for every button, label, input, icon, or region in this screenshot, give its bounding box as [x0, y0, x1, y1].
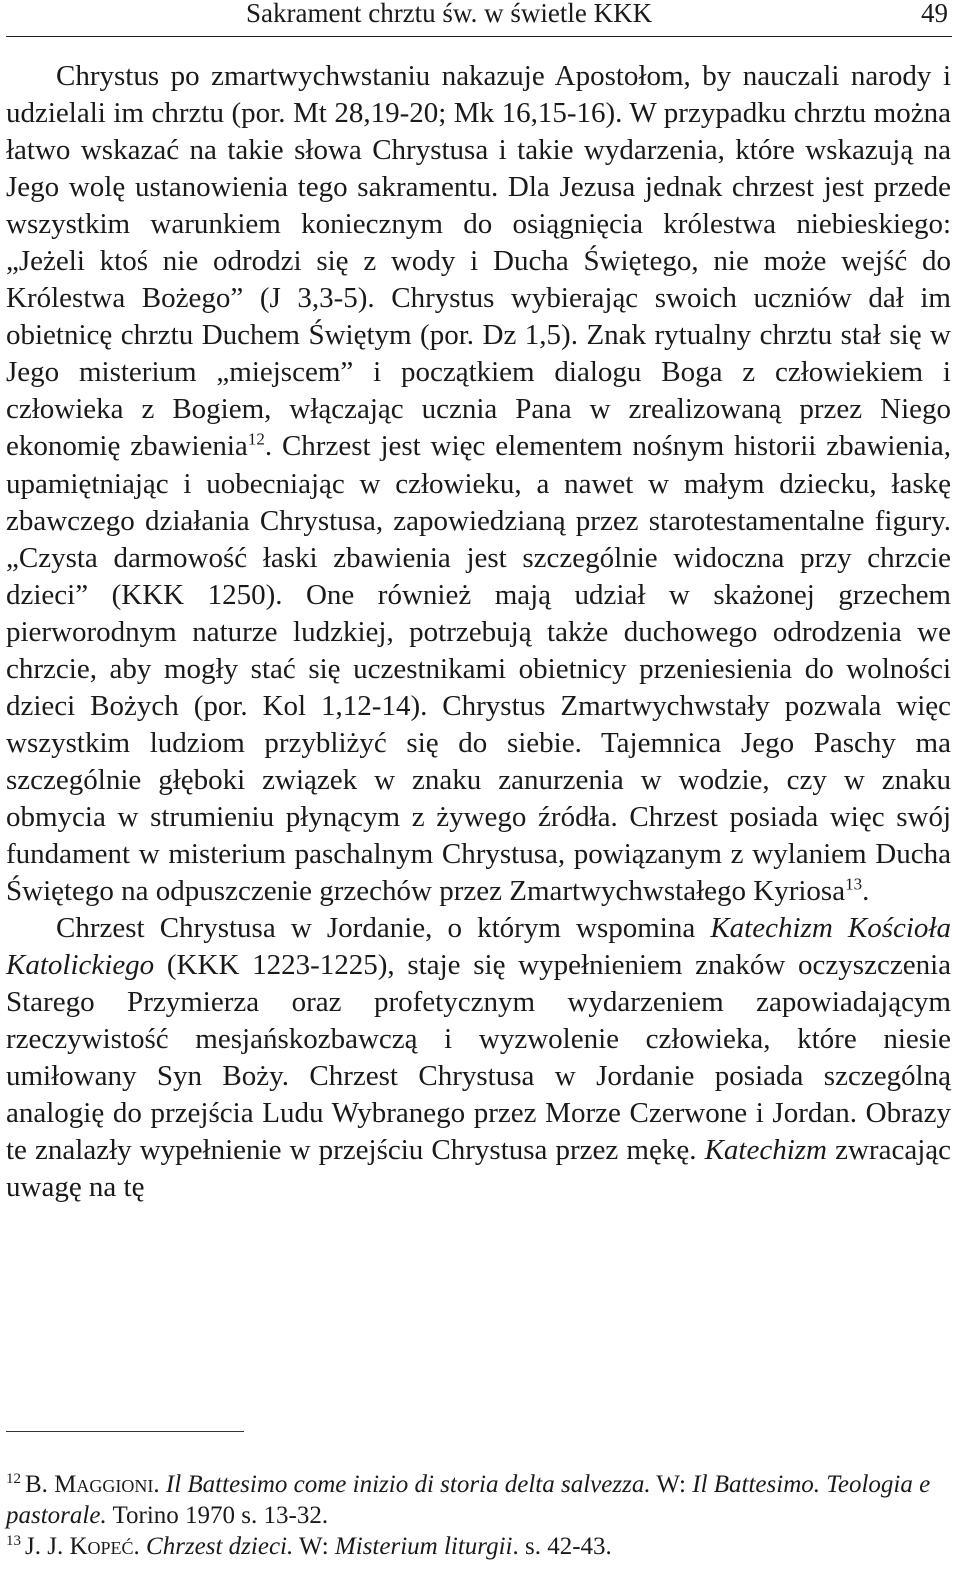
- paragraph-2-end: zwracając uwagę na tę: [6, 1134, 951, 1204]
- page-number: 49: [921, 0, 948, 28]
- footnote-title: Il Battesimo come inizio di storia delta salvezza.: [165, 1471, 651, 1498]
- running-title: Sakrament chrztu św. w świetle KKK: [246, 0, 653, 28]
- paragraph-2: [6, 910, 951, 1206]
- footnote-ref-12[interactable]: 12: [247, 429, 265, 449]
- footnote-book: Il Battesimo. Teologia e pastorale.: [6, 1471, 931, 1529]
- footnote-divider: [6, 1431, 244, 1432]
- footnote-in: W:: [293, 1533, 335, 1560]
- footnote-title: Chrzest dzieci.: [146, 1533, 294, 1560]
- book-title-italic-short: Katechizm: [704, 1134, 827, 1167]
- footnote-number: 13: [6, 1532, 21, 1549]
- footnote-13: [6, 1531, 951, 1562]
- paragraph-2-text-cont: (KKK 1223-1225), staje się wypełnieniem znaków oczyszczenia Starego Przymierza oraz profetycznym wydarzeniem zapowiadającym rzeczywistość mesjańskozbawczą i wyzwolenie człowieka, które niesie umiłowany Syn Boży. Chrzest Chrystusa w Jordanie posiada szczególną analogię do przejścia Ludu Wybranego przez Morze Czerwone i Jordan. Obrazy te znalazły wypełnienie w przejściu Chrystusa przez mękę.: [6, 949, 951, 1167]
- main-text: [6, 58, 951, 1206]
- paragraph-2-text: Chrzest Chrystusa w Jordanie, o którym wspomina: [56, 912, 711, 945]
- footnote-number: 12: [6, 1470, 21, 1487]
- footnote-author: B. Maggioni.: [25, 1471, 160, 1498]
- paragraph-1-text: Chrystus po zmartwychwstaniu nakazuje Apostołom, by nauczali narody i udzielali im chrztu (por. Mt 28,19-20; Mk 16,15-16). W przypadku chrztu można łatwo wskazać na takie słowa Chrystusa i takie wydarzenia, które wskazują na Jego wolę ustanowienia tego sakramentu. Dla Jezusa jednak chrzest jest przede wszystkim warunkiem koniecznym do osiągnięcia królestwa niebieskiego: „Jeżeli ktoś nie odrodzi się z wody i Ducha Świętego, nie może wejść do Królestwa Bożego” (J 3,3-5). Chrystus wybierając swoich uczniów dał im obietnicę chrztu Duchem Świętym (por. Dz 1,5). Znak rytualny chrztu stał się w Jego misterium „miejscem” i początkiem dialogu Boga z człowiekiem i człowieka z Bogiem, włączając ucznia Pana w zrealizowaną przez Niego ekonomię zbawienia: [6, 60, 951, 463]
- paragraph-1-end: .: [862, 875, 870, 908]
- footnote-ref-13[interactable]: 13: [845, 874, 863, 894]
- footnote-12: [6, 1469, 951, 1531]
- paragraph-1: [6, 58, 951, 910]
- footnote-rest: . s. 42-43.: [512, 1533, 612, 1560]
- footnote-book: Misterium liturgii: [334, 1533, 513, 1560]
- book-title-italic: Katechizm Kościoła Katolickiego: [6, 912, 951, 982]
- footnote-in: W:: [650, 1471, 693, 1498]
- footnotes: [6, 1469, 951, 1562]
- paragraph-1-text-cont: . Chrzest jest więc elementem nośnym historii zbawienia, upamiętniając i uobecniając w człowieku, a nawet w małym dziecku, łaskę zbawczego działania Chrystusa, zapowiedzianą przez starotestamentalne figury. „Czysta darmowość łaski zbawienia jest szczególnie widoczna przy chrzcie dzieci” (KKK 1250). One również mają udział w skażonej grzechem pierworodnym naturze ludzkiej, potrzebują także duchowego odrodzenia we chrzcie, aby mogły stać się uczestnikami obietnicy przeniesienia do wolności dzieci Bożych (por. Kol 1,12-14). Chrystus Zmartwychwstały pozwala więc wszystkim ludziom przybliżyć się do siebie. Tajemnica Jego Paschy ma szczególnie głęboki związek w znaku zanurzenia w wodzie, czy w znaku obmycia w strumieniu płynącym z żywego źródła. Chrzest posiada więc swój fundament w misterium paschalnym Chrystusa, powiązanym z wylaniem Ducha Świętego na odpuszczenie grzechów przez Zmartwychwstałego Kyriosa: [6, 430, 952, 908]
- running-header: [6, 0, 952, 37]
- footnote-author: J. J. Kopeć.: [25, 1533, 140, 1560]
- footnote-rest: Torino 1970 s. 13-32.: [106, 1502, 329, 1529]
